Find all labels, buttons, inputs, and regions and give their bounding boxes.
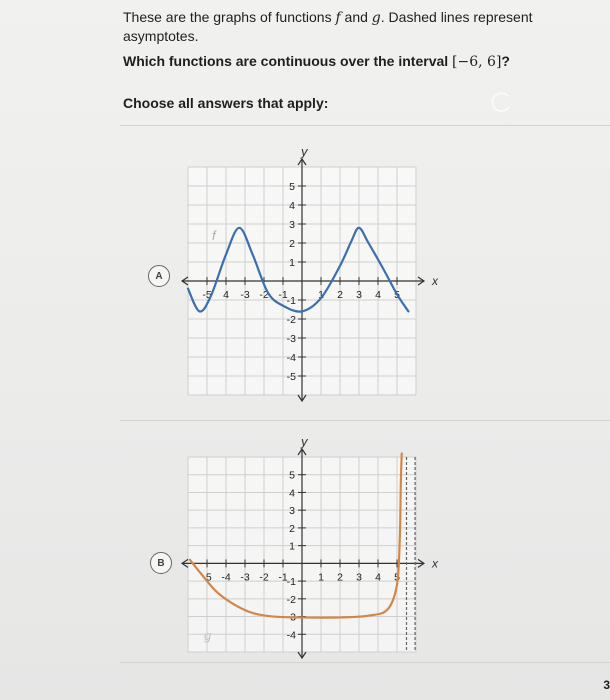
page-number: 3	[603, 678, 610, 692]
x-tick-label: 1	[318, 571, 324, 584]
question-text: and	[340, 9, 372, 25]
y-tick-label: -4	[286, 352, 296, 364]
y-tick-label: -2	[286, 593, 296, 606]
x-tick-label: -5	[202, 571, 212, 584]
x-tick-label: 2	[337, 571, 343, 584]
y-tick-label: 5	[289, 469, 295, 482]
loading-spinner-icon	[488, 92, 512, 114]
question-text: Which functions are continuous over the interval	[123, 53, 453, 69]
x-tick-label: 2	[337, 289, 343, 301]
x-tick-label: -1	[278, 571, 288, 584]
instruction-text: Choose all answers that apply:	[123, 95, 329, 111]
x-tick-label: -2	[259, 571, 269, 584]
y-tick-label: 1	[289, 540, 295, 553]
choice-b-button[interactable]	[150, 552, 172, 574]
y-tick-label: 1	[289, 257, 295, 269]
question-mark: ?	[501, 53, 510, 69]
choice-a-letter: A	[155, 270, 163, 282]
y-tick-label: -2	[286, 314, 296, 326]
x-tick-label: -3	[240, 571, 250, 584]
x-tick-label: 5	[394, 289, 400, 301]
y-tick-label: 4	[289, 200, 295, 212]
x-tick-label: -5	[202, 289, 212, 301]
function-f-symbol: f	[335, 10, 341, 26]
divider-bottom	[120, 662, 610, 663]
function-g-symbol: g	[371, 10, 381, 26]
question-text: . Dashed lines represent asymptotes.	[123, 9, 533, 44]
choice-a-button[interactable]	[148, 265, 170, 287]
y-tick-label: 4	[289, 487, 295, 500]
y-tick-label: -3	[286, 611, 296, 624]
x-tick-label: 4	[375, 571, 381, 584]
y-tick-label: 5	[289, 181, 295, 193]
graph-b-function-g	[176, 430, 446, 665]
graph-b-y-label: y	[301, 434, 308, 449]
y-tick-label: -1	[286, 576, 296, 589]
y-tick-label: 2	[289, 238, 295, 250]
x-tick-label: -2	[259, 289, 269, 301]
y-tick-label: -5	[286, 371, 296, 383]
interval-expression: [−6, 6]	[452, 54, 502, 70]
graph-a-y-label: y	[301, 144, 308, 159]
question-line-2	[123, 52, 510, 71]
y-tick-label: -1	[286, 295, 296, 307]
x-tick-label: 3	[356, 571, 362, 584]
x-tick-label: 4	[223, 289, 229, 301]
x-axis-label: x	[432, 274, 438, 288]
x-tick-label: 3	[356, 289, 362, 301]
y-tick-label: -4	[286, 629, 296, 642]
y-tick-label: -3	[286, 333, 296, 345]
x-axis-label: x	[432, 556, 438, 571]
x-tick-label: 4	[375, 289, 381, 301]
x-tick-label: -1	[278, 289, 288, 301]
choice-b-letter: B	[157, 557, 165, 569]
divider-top	[120, 125, 610, 126]
x-tick-label: -3	[240, 289, 250, 301]
y-tick-label: 2	[289, 522, 295, 535]
graph-a-function-f	[176, 140, 446, 415]
question-line-1	[123, 8, 610, 45]
x-tick-label: 1	[318, 289, 324, 301]
y-tick-label: 3	[289, 219, 295, 231]
x-tick-label: -4	[221, 571, 231, 584]
divider-middle	[120, 420, 610, 421]
y-tick-label: 3	[289, 505, 295, 518]
x-tick-label: 5	[394, 571, 400, 584]
question-text: These are the graphs of functions	[123, 9, 336, 25]
